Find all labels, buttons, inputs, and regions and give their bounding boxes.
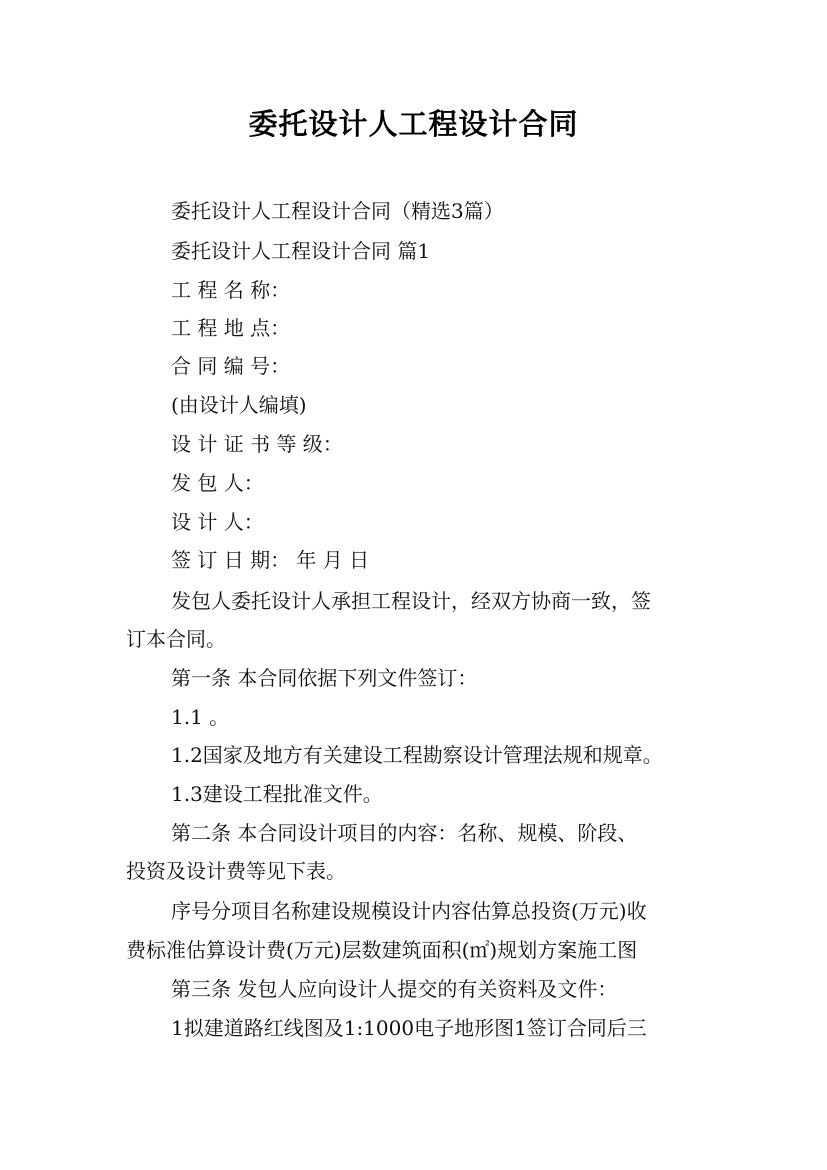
- field-note: (由设计人编填): [171, 393, 307, 417]
- article-heading: 第三条 发包人应向设计人提交的有关资料及文件：: [171, 977, 618, 1001]
- field-sign-date: 签 订 日 期： 年 月 日: [171, 548, 370, 572]
- field-contract-number: 合 同 编 号：: [171, 354, 291, 378]
- paragraph-line: 投资及设计费等见下表。: [126, 859, 346, 883]
- article-heading: 第二条 本合同设计项目的内容：名称、规模、阶段、: [171, 821, 638, 845]
- field-certificate-grade: 设 计 证 书 等 级：: [171, 432, 343, 456]
- paragraph-line: 发包人委托设计人承担工程设计，经双方协商一致，签: [171, 589, 651, 613]
- article-heading: 第一条 本合同依据下列文件签订：: [171, 666, 478, 690]
- field-project-name: 工 程 名 称：: [171, 278, 291, 302]
- document-title: 委托设计人工程设计合同: [248, 107, 579, 141]
- field-project-location: 工 程 地 点：: [171, 316, 291, 340]
- section-heading: 委托设计人工程设计合同 篇1: [171, 239, 431, 263]
- table-header-line: 序号分项目名称建设规模设计内容估算总投资(万元)收: [171, 899, 647, 923]
- list-item: 1拟建道路红线图及1:1000电子地形图1签订合同后三: [171, 1016, 647, 1040]
- list-item: 1.2国家及地方有关建设工程勘察设计管理法规和规章。: [171, 743, 663, 767]
- field-designer: 设 计 人：: [171, 510, 264, 534]
- table-header-line: 费标准估算设计费(万元)层数建筑面积(㎡)规划方案施工图: [126, 938, 638, 962]
- field-employer: 发 包 人：: [171, 471, 264, 495]
- paragraph-line: 订本合同。: [126, 627, 226, 651]
- subtitle-line: 委托设计人工程设计合同（精选3篇）: [171, 199, 504, 223]
- list-item: 1.1 。: [171, 705, 230, 729]
- list-item: 1.3建设工程批准文件。: [171, 782, 383, 806]
